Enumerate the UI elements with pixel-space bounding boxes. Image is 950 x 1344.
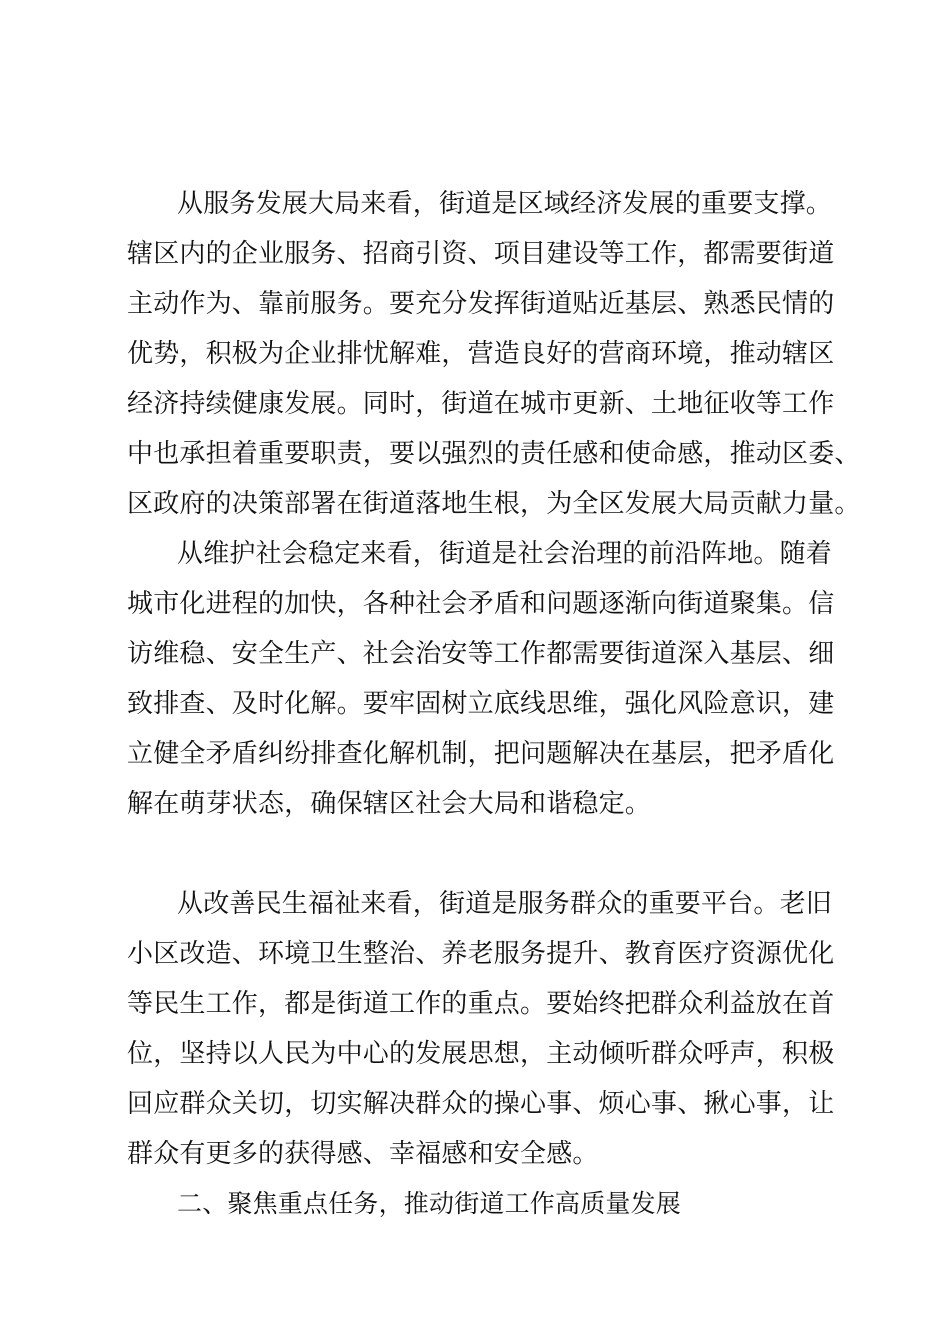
paragraph-stability — [127, 529, 837, 879]
paragraph-line: 区政府的决策部署在街道落地生根，为全区发展大局贡献力量。 — [127, 489, 861, 519]
paragraph-line: 访维稳、安全生产、社会治安等工作都需要街道深入基层、细 — [127, 639, 835, 669]
paragraph-line: 经济持续健康发展。同时，街道在城市更新、土地征收等工作 — [127, 389, 835, 419]
paragraph-line: 城市化进程的加快，各种社会矛盾和问题逐渐向街道聚集。信 — [127, 589, 835, 619]
paragraph-line — [127, 829, 837, 879]
paragraph-line: 辖区内的企业服务、招商引资、项目建设等工作，都需要街道 — [127, 239, 835, 269]
paragraph-economy — [127, 179, 861, 529]
paragraph-line: 从服务发展大局来看，街道是区域经济发展的重要支撑。 — [177, 189, 833, 219]
paragraph-line: 优势，积极为企业排忧解难，营造良好的营商环境，推动辖区 — [127, 339, 835, 369]
paragraph-line: 回应群众关切，切实解决群众的操心事、烦心事、揪心事，让 — [127, 1089, 835, 1119]
document-body — [127, 179, 861, 1229]
section-heading: 二、聚焦重点任务，推动街道工作高质量发展 — [177, 1189, 682, 1218]
paragraph-line: 主动作为、靠前服务。要充分发挥街道贴近基层、熟悉民情的 — [127, 289, 835, 319]
paragraph-line: 等民生工作，都是街道工作的重点。要始终把群众利益放在首 — [127, 989, 835, 1019]
paragraph-line: 从改善民生福祉来看，街道是服务群众的重要平台。老旧 — [177, 889, 833, 919]
paragraph-line: 小区改造、环境卫生整治、养老服务提升、教育医疗资源优化 — [127, 939, 835, 969]
paragraph-line: 致排查、及时化解。要牢固树立底线思维，强化风险意识，建 — [127, 689, 835, 719]
paragraph-line: 位，坚持以人民为中心的发展思想，主动倾听群众呼声，积极 — [127, 1039, 835, 1069]
paragraph-line: 中也承担着重要职责，要以强烈的责任感和使命感，推动区委、 — [127, 439, 861, 469]
paragraph-line: 群众有更多的获得感、幸福感和安全感。 — [127, 1139, 599, 1169]
paragraph-line: 立健全矛盾纠纷排查化解机制，把问题解决在基层，把矛盾化 — [127, 739, 835, 769]
paragraph-line: 解在萌芽状态，确保辖区社会大局和谐稳定。 — [127, 789, 652, 819]
paragraph-line: 从维护社会稳定来看，街道是社会治理的前沿阵地。随着 — [177, 539, 833, 569]
paragraph-livelihood — [127, 879, 837, 1179]
